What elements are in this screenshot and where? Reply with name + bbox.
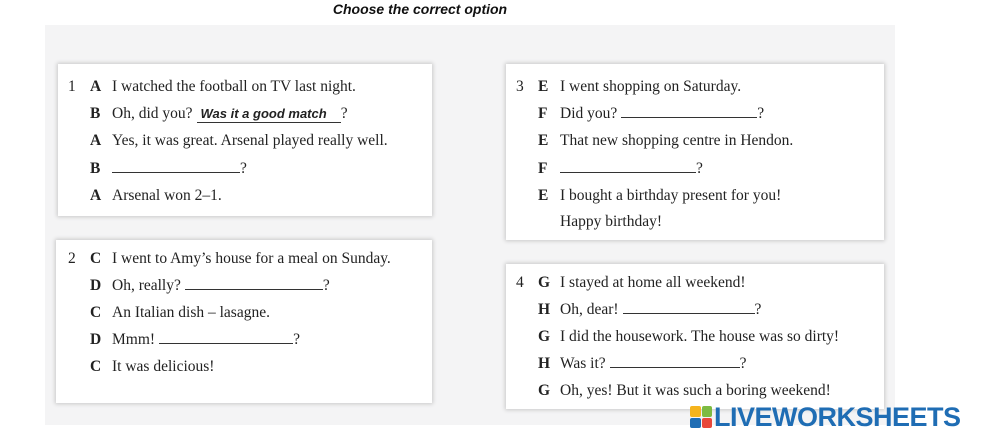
dialogue-number: 4 [516, 274, 524, 291]
liveworksheets-logo [690, 402, 961, 432]
line-text: Happy birthday! [560, 213, 663, 230]
speaker-label: D [90, 277, 102, 294]
answer-field[interactable]: Was it a good match [197, 106, 341, 123]
line-content [560, 103, 764, 125]
line-text: Oh, really? [112, 277, 181, 294]
answer-blank[interactable] [621, 103, 757, 118]
speaker-label: C [90, 250, 102, 267]
line-text: I stayed at home all weekend! [560, 274, 746, 291]
speaker-label: E [538, 132, 549, 149]
dialogue-number: 2 [68, 250, 76, 267]
answer-blank[interactable] [159, 329, 293, 344]
answer-blank[interactable] [560, 158, 696, 173]
line-text: Oh, dear! [560, 301, 619, 318]
line-text: I went to Amy’s house for a meal on Sunday. [112, 250, 391, 267]
speaker-label: G [538, 382, 551, 399]
speaker-label: A [90, 132, 102, 149]
answer-blank[interactable] [623, 299, 755, 314]
line-text: It was delicious! [112, 358, 215, 375]
speaker-label: A [90, 78, 102, 95]
line-content [112, 329, 300, 351]
speaker-label: G [538, 274, 551, 291]
speaker-label: E [538, 187, 549, 204]
line-content [560, 353, 747, 375]
dialogue-box-4 [506, 264, 884, 409]
line-text: Mmm! [112, 331, 156, 348]
line-text: That new shopping centre in Hendon. [560, 132, 794, 149]
line-content [112, 158, 247, 180]
speaker-label: G [538, 328, 551, 345]
question-mark: ? [293, 331, 300, 348]
answer-blank[interactable] [112, 158, 240, 173]
line-text: Oh, did you? [112, 105, 193, 122]
line-content [112, 103, 348, 125]
speaker-label: C [90, 358, 102, 375]
line-text: Arsenal won 2–1. [112, 187, 222, 204]
line-text: An Italian dish – lasagne. [112, 304, 270, 321]
liveworksheets-logo-icon [690, 406, 712, 428]
question-mark: ? [754, 301, 762, 318]
instruction-text: Choose the correct option [332, 1, 508, 17]
dialogue-box-1 [58, 64, 432, 216]
speaker-label: F [538, 160, 548, 177]
line-text: I bought a birthday present for you! [560, 187, 782, 204]
line-text: Oh, yes! But it was such a boring weekend! [560, 382, 831, 399]
line-text: Was it? [560, 355, 606, 372]
speaker-label: F [538, 105, 548, 122]
question-mark: ? [240, 160, 247, 177]
question-mark: ? [696, 160, 703, 177]
question-mark: ? [757, 105, 765, 122]
line-text: Yes, it was great. Arsenal played really well. [112, 132, 388, 149]
speaker-label: D [90, 331, 102, 348]
answer-blank[interactable] [185, 275, 323, 290]
line-text: I did the housework. The house was so dirty! [560, 328, 840, 345]
question-mark: ? [322, 277, 330, 294]
question-mark: ? [739, 355, 747, 372]
speaker-label: A [90, 187, 102, 204]
line-text: Did you? [560, 105, 618, 122]
dialogue-box-2 [56, 240, 432, 403]
line-text: I went shopping on Saturday. [560, 78, 742, 95]
answer-blank[interactable] [610, 353, 740, 368]
question-mark: ? [340, 105, 348, 122]
speaker-label: C [90, 304, 102, 321]
speaker-label: H [538, 355, 551, 372]
dialogue-number: 1 [68, 78, 76, 95]
dialogue-number: 3 [516, 78, 524, 95]
speaker-label: B [90, 160, 101, 177]
line-content [560, 299, 761, 321]
line-content [112, 275, 330, 297]
speaker-label: H [538, 301, 551, 318]
line-content [560, 158, 703, 180]
dialogue-box-3 [506, 64, 884, 240]
line-text: I watched the football on TV last night. [112, 78, 356, 95]
speaker-label: B [90, 105, 101, 122]
logo-text: LIVEWORKSHEETS [714, 401, 961, 432]
speaker-label: E [538, 78, 549, 95]
